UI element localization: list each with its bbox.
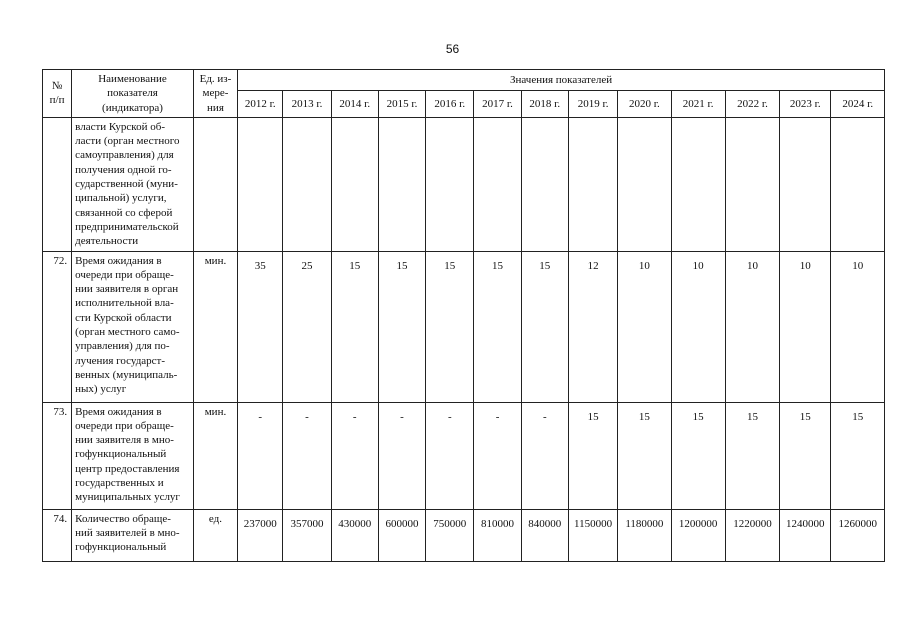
indicator-name: Количество обраще- ний заявителей в мно- гофункциональный <box>72 509 194 561</box>
header-year: 2024 г. <box>831 90 885 117</box>
value-cell: 237000 <box>238 509 283 561</box>
unit-cell: мин. <box>193 251 237 402</box>
value-cell: 15 <box>426 251 474 402</box>
value-cell <box>831 117 885 251</box>
value-cell: 10 <box>725 251 779 402</box>
value-cell: 10 <box>618 251 671 402</box>
value-cell: - <box>238 402 283 509</box>
value-cell: 15 <box>474 251 521 402</box>
value-cell: 1200000 <box>671 509 725 561</box>
header-year: 2013 г. <box>283 90 331 117</box>
value-cell: 10 <box>831 251 885 402</box>
unit-cell: мин. <box>193 402 237 509</box>
header-unit-text: Ед. из- мере- ния <box>199 73 232 114</box>
value-cell: 15 <box>378 251 425 402</box>
value-cell: - <box>521 402 568 509</box>
value-cell <box>238 117 283 251</box>
header-name-text: Наименование показателя (индикатора) <box>98 73 167 114</box>
row-number: 73. <box>43 402 72 509</box>
value-cell: 15 <box>831 402 885 509</box>
value-cell: 10 <box>671 251 725 402</box>
table-row <box>43 402 885 509</box>
value-cell: - <box>426 402 474 509</box>
header-year: 2016 г. <box>426 90 474 117</box>
value-cell: - <box>283 402 331 509</box>
header-year: 2020 г. <box>618 90 671 117</box>
indicators-table <box>42 69 885 562</box>
value-cell: 15 <box>331 251 378 402</box>
value-cell: 1150000 <box>568 509 617 561</box>
header-year: 2022 г. <box>725 90 779 117</box>
value-cell: 1180000 <box>618 509 671 561</box>
value-cell <box>725 117 779 251</box>
header-unit <box>193 70 237 118</box>
value-cell <box>780 117 831 251</box>
table-body <box>43 117 885 561</box>
value-cell: 430000 <box>331 509 378 561</box>
header-year: 2021 г. <box>671 90 725 117</box>
value-cell: 810000 <box>474 509 521 561</box>
row-number <box>43 117 72 251</box>
indicator-name: Время ожидания в очереди при обраще- нии заявителя в мно- гофункциональный центр предоставления государственных и муниципальных услуг <box>72 402 194 509</box>
header-name <box>72 70 194 118</box>
table-row <box>43 117 885 251</box>
value-cell: 1240000 <box>780 509 831 561</box>
unit-cell: ед. <box>193 509 237 561</box>
header-year: 2017 г. <box>474 90 521 117</box>
value-cell: 840000 <box>521 509 568 561</box>
value-cell <box>618 117 671 251</box>
row-number: 72. <box>43 251 72 402</box>
value-cell <box>671 117 725 251</box>
value-cell <box>426 117 474 251</box>
header-year: 2018 г. <box>521 90 568 117</box>
value-cell <box>378 117 425 251</box>
indicator-name: власти Курской об- ласти (орган местного самоуправления) для получения одной го- сударственной (муни- ципальной) услуги, связанной со сферой предпринимательской деятельности <box>72 117 194 251</box>
value-cell: 600000 <box>378 509 425 561</box>
table-row <box>43 251 885 402</box>
value-cell <box>568 117 617 251</box>
unit-cell <box>193 117 237 251</box>
header-row-top <box>43 70 885 91</box>
header-number <box>43 70 72 118</box>
value-cell: 25 <box>283 251 331 402</box>
value-cell: 1260000 <box>831 509 885 561</box>
value-cell: 357000 <box>283 509 331 561</box>
value-cell: 35 <box>238 251 283 402</box>
indicator-name: Время ожидания в очереди при обраще- нии заявителя в орган исполнительной вла- сти Курской области (орган местного само- управления) для по- лучения государст- венных (муниципаль- ных) услуг <box>72 251 194 402</box>
row-number: 74. <box>43 509 72 561</box>
value-cell <box>283 117 331 251</box>
page-number: 56 <box>445 42 460 56</box>
header-values-group: Значения показателей <box>238 70 885 91</box>
value-cell <box>331 117 378 251</box>
table-row <box>43 509 885 561</box>
value-cell: 15 <box>671 402 725 509</box>
value-cell: 15 <box>568 402 617 509</box>
value-cell <box>474 117 521 251</box>
value-cell: - <box>474 402 521 509</box>
value-cell: - <box>378 402 425 509</box>
value-cell: 15 <box>780 402 831 509</box>
value-cell: 10 <box>780 251 831 402</box>
value-cell: 750000 <box>426 509 474 561</box>
value-cell: - <box>331 402 378 509</box>
value-cell: 12 <box>568 251 617 402</box>
header-year: 2014 г. <box>331 90 378 117</box>
value-cell: 15 <box>521 251 568 402</box>
header-number-text: № п/п <box>49 80 65 107</box>
header-year: 2019 г. <box>568 90 617 117</box>
header-year: 2012 г. <box>238 90 283 117</box>
header-year: 2015 г. <box>378 90 425 117</box>
value-cell <box>521 117 568 251</box>
value-cell: 15 <box>618 402 671 509</box>
header-year: 2023 г. <box>780 90 831 117</box>
value-cell: 1220000 <box>725 509 779 561</box>
value-cell: 15 <box>725 402 779 509</box>
